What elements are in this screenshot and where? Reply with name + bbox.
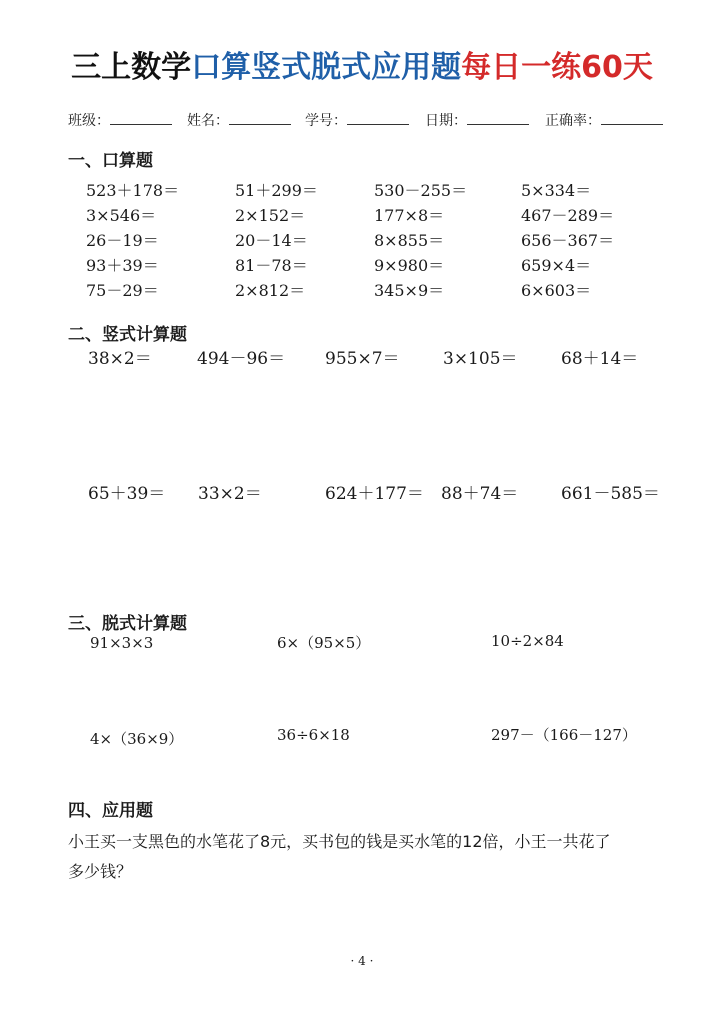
accuracy-field <box>545 110 663 130</box>
accuracy-blank[interactable] <box>601 112 663 125</box>
stepwise-problem: 4×（36×9） <box>90 730 184 748</box>
oral-problem: 9×980＝ <box>374 256 445 275</box>
stepwise-problem: 36÷6×18 <box>277 726 350 744</box>
vertical-problem: 624＋177＝ <box>325 484 424 504</box>
date-label: 日期： <box>425 113 467 129</box>
class-label: 班级： <box>68 113 110 129</box>
class-blank[interactable] <box>110 112 172 125</box>
oral-problem: 20－14＝ <box>235 231 308 250</box>
oral-problem: 523＋178＝ <box>86 181 180 200</box>
id-label: 学号： <box>305 113 347 129</box>
oral-problem: 5×334＝ <box>521 181 592 200</box>
name-field <box>187 110 291 130</box>
section-word-problem-heading: 四、应用题 <box>68 801 153 821</box>
section-vertical-heading: 二、竖式计算题 <box>68 325 187 345</box>
stepwise-problem: 297－（166－127） <box>491 726 637 744</box>
name-label: 姓名： <box>187 113 229 129</box>
page-title <box>0 42 724 86</box>
oral-problem: 8×855＝ <box>374 231 445 250</box>
oral-problem: 2×152＝ <box>235 206 306 225</box>
oral-problem: 81－78＝ <box>235 256 308 275</box>
section-oral-heading: 一、口算题 <box>68 151 153 171</box>
vertical-problem: 65＋39＝ <box>88 484 166 504</box>
vertical-problem: 33×2＝ <box>198 484 262 504</box>
page-number: · 4 · <box>350 954 374 968</box>
accuracy-label: 正确率： <box>545 113 601 129</box>
vertical-problem: 661－585＝ <box>561 484 660 504</box>
oral-problem: 26－19＝ <box>86 231 159 250</box>
date-blank[interactable] <box>467 112 529 125</box>
id-field <box>305 110 409 130</box>
vertical-problem: 88＋74＝ <box>441 484 519 504</box>
title-part-grade: 三上数学 <box>71 50 192 85</box>
date-field <box>425 110 529 130</box>
oral-problem: 530－255＝ <box>374 181 468 200</box>
title-part-topics: 口算竖式脱式应用题 <box>191 50 462 85</box>
oral-problem: 659×4＝ <box>521 256 592 275</box>
vertical-problem: 494－96＝ <box>197 349 286 369</box>
vertical-problem: 68＋14＝ <box>561 349 639 369</box>
stepwise-problem: 91×3×3 <box>90 634 154 652</box>
vertical-problem: 38×2＝ <box>88 349 152 369</box>
class-field <box>68 110 172 130</box>
oral-problem: 2×812＝ <box>235 281 306 300</box>
oral-problem: 75－29＝ <box>86 281 159 300</box>
oral-problem: 51＋299＝ <box>235 181 318 200</box>
oral-problem: 177×8＝ <box>374 206 445 225</box>
oral-problem: 93＋39＝ <box>86 256 159 275</box>
stepwise-problem: 10÷2×84 <box>491 632 564 650</box>
oral-problem: 345×9＝ <box>374 281 445 300</box>
word-problem-line: 多少钱？ <box>68 862 133 881</box>
word-problem-line: 小王买一支黑色的水笔花了8元，买书包的钱是买水笔的12倍，小王一共花了 <box>68 832 611 851</box>
id-blank[interactable] <box>347 112 409 125</box>
title-part-daily: 每日一练60天 <box>461 50 653 85</box>
vertical-problem: 955×7＝ <box>325 349 400 369</box>
oral-problem: 656－367＝ <box>521 231 615 250</box>
oral-problem: 467－289＝ <box>521 206 615 225</box>
oral-problem: 6×603＝ <box>521 281 592 300</box>
stepwise-problem: 6×（95×5） <box>277 634 371 652</box>
vertical-problem: 3×105＝ <box>443 349 518 369</box>
oral-problem: 3×546＝ <box>86 206 157 225</box>
name-blank[interactable] <box>229 112 291 125</box>
section-stepwise-heading: 三、脱式计算题 <box>68 614 187 634</box>
